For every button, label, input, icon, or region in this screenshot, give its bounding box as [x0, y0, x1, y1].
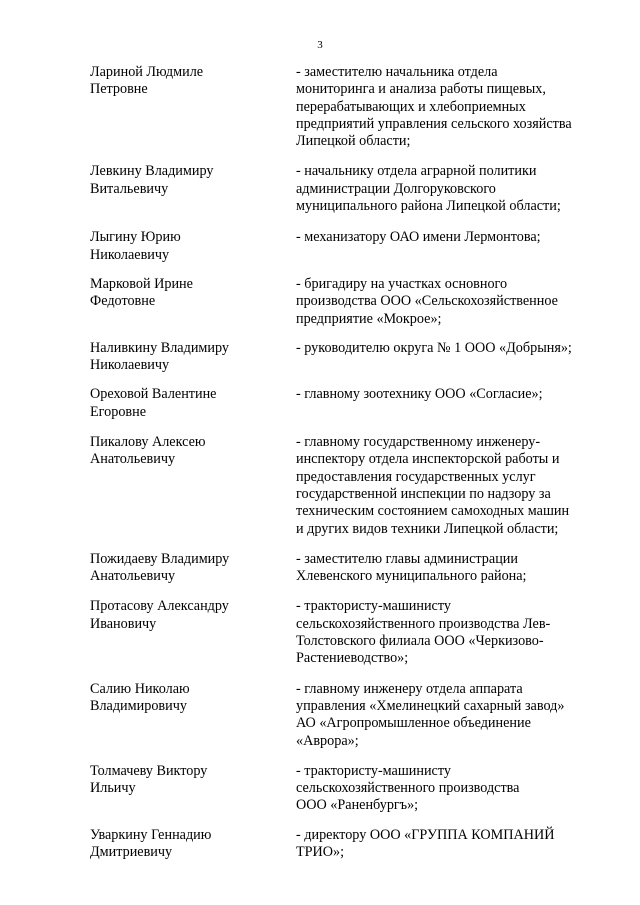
list-item [90, 276, 600, 328]
person-name: Пожидаеву Владимиру Анатольевичу [90, 550, 230, 585]
person-position: - директору ООО «ГРУППА КОМПАНИЙ ТРИО»; [296, 826, 555, 860]
person-name: Уваркину Геннадию Дмитриевичу [90, 826, 212, 860]
person-name: Салию Николаю Владимировичу [90, 680, 190, 714]
person-name: Ореховой Валентине Егоровне [90, 386, 217, 420]
person-position: - механизатору ОАО имени Лермонтова; [296, 229, 541, 246]
person-name: Лариной Людмиле Петровне [90, 64, 204, 98]
person-position: - бригадиру на участках основного производства ООО «Сельскохозяйственное предприятие «Мокрое»; [296, 275, 558, 327]
list-item [90, 64, 600, 150]
person-position: - главному инженеру отдела аппарата управления «Хмелинецкий сахарный завод» АО «Агропромышленное объединение «Аврора»; [296, 680, 565, 749]
list-item [90, 434, 600, 538]
list-item [90, 598, 600, 667]
list-item [90, 763, 600, 815]
person-name: Левкину Владимиру Витальевичу [90, 163, 214, 197]
page-number: 3 [317, 39, 323, 51]
person-name: Наливкину Владимиру Николаевичу [90, 339, 229, 374]
person-position: - трактористу-машинисту сельскохозяйственного производства Лев- Толстовского филиала ООО «Черкизово- Растениеводство»; [296, 598, 551, 667]
list-item [90, 551, 600, 586]
person-position: - главному зоотехнику ООО «Согласие»; [296, 386, 543, 403]
person-position: - заместителю главы администрации Хлевенского муниципального района; [296, 550, 527, 585]
person-position: - трактористу-машинисту сельскохозяйственного производства ООО «Раненбургъ»; [296, 762, 520, 814]
list-item [90, 681, 600, 750]
recipient-list [90, 64, 600, 861]
person-position: - заместителю начальника отдела мониторинга и анализа работы пищевых, перерабатывающих и хлебоприемных предприятий управления сельского хозяйства Липецкой области; [296, 64, 572, 150]
person-position: - начальнику отдела аграрной политики администрации Долгоруковского муниципального района Липецкой области; [296, 163, 561, 215]
list-item [90, 163, 600, 215]
list-item [90, 386, 600, 421]
person-position: - главному государственному инженеру- инспектору отдела инспекторской работы и предоставления государственных услуг государственной инспекции по надзору за техническим состоянием самоходных машин и других видов техники Липецкой области; [296, 434, 570, 537]
person-name: Марковой Ирине Федотовне [90, 275, 193, 310]
person-name: Лыгину Юрию Николаевичу [90, 229, 181, 263]
person-position: - руководителю округа № 1 ООО «Добрыня»; [296, 339, 572, 356]
list-item [90, 340, 600, 375]
person-name: Протасову Александру Ивановичу [90, 598, 229, 632]
person-name: Пикалову Алексею Анатольевичу [90, 434, 206, 468]
person-name: Толмачеву Виктору Ильичу [90, 762, 208, 797]
list-item [90, 827, 600, 862]
list-item [90, 229, 600, 264]
